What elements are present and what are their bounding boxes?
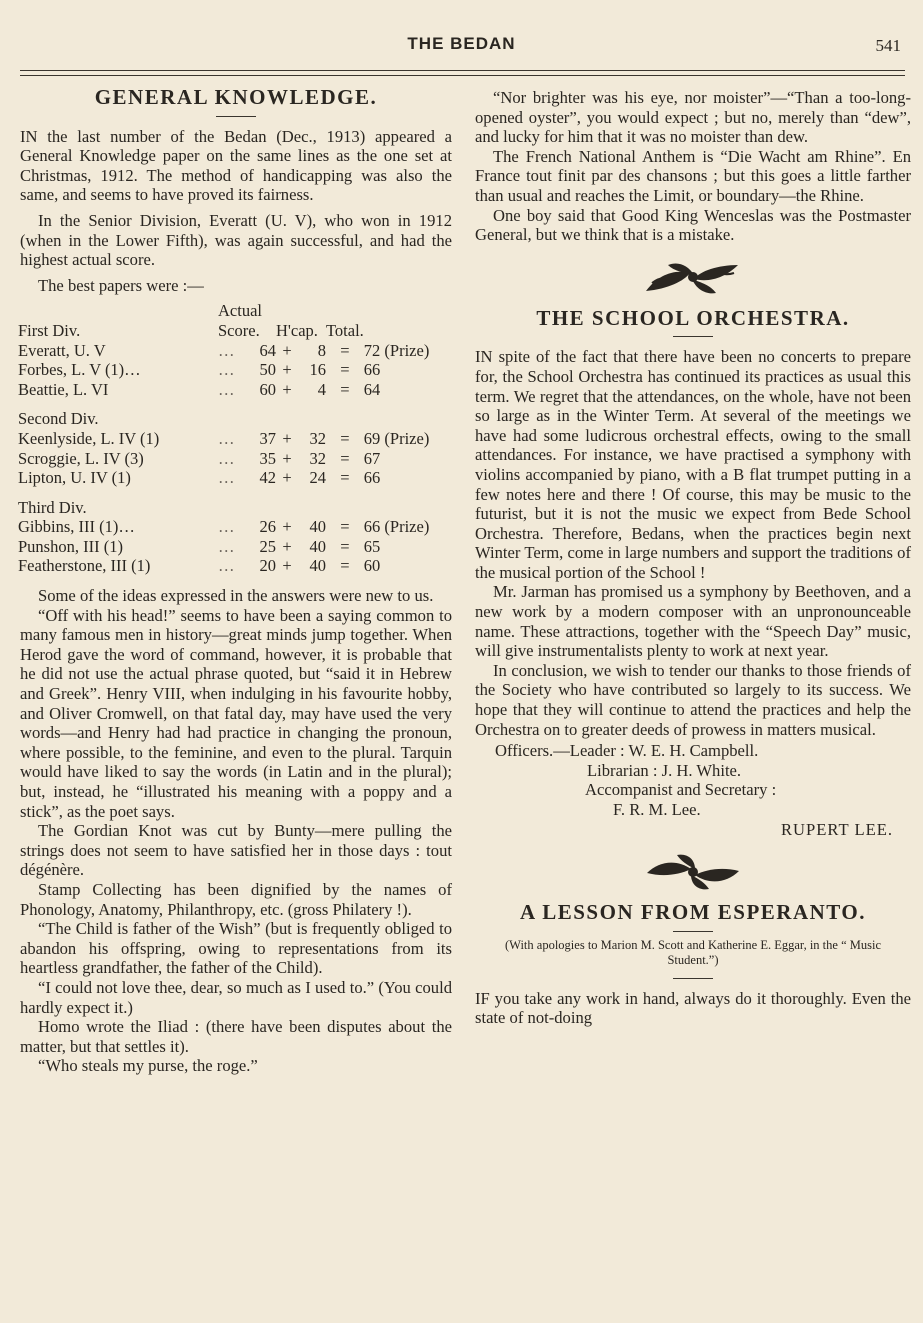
competitor-name: Forbes, L. V (1)… bbox=[18, 360, 141, 380]
division-label: Second Div. bbox=[18, 409, 99, 429]
table-header-row bbox=[18, 321, 458, 341]
equals-sign: = bbox=[340, 536, 350, 556]
score-value: 50 bbox=[259, 360, 276, 380]
competitor-name: Gibbins, III (1)… bbox=[18, 517, 135, 537]
leader-dots: … bbox=[218, 517, 235, 537]
handicap-value: 16 bbox=[309, 360, 326, 380]
paragraph: In conclusion, we wish to tender our thanks to those friends of the Society who have contributed so largely to its success. We hope that they will continue to attend the practices and help the Orchestra on to greater deeds of prowess in matters musical. bbox=[475, 660, 911, 739]
handicap-value: 4 bbox=[317, 379, 326, 399]
paragraph: One boy said that Good King Wenceslas was the Postmaster General, but we think that is a mistake. bbox=[475, 205, 911, 245]
heading-rule bbox=[673, 336, 713, 337]
plus-sign: + bbox=[282, 517, 292, 537]
running-head bbox=[0, 32, 923, 56]
paragraph: In the Senior Division, Everatt (U. V), who won in 1912 (when in the Lower Fifth), was again successful, and had the highest actual score. bbox=[20, 210, 452, 270]
equals-sign: = bbox=[340, 448, 350, 468]
signature: RUPERT LEE. bbox=[780, 819, 893, 839]
table-row bbox=[18, 556, 458, 576]
handicap-value: 24 bbox=[309, 468, 326, 488]
officers-line: F. R. M. Lee. bbox=[613, 800, 701, 819]
paragraph: The best papers were :— bbox=[38, 275, 204, 295]
paragraph: Mr. Jarman has promised us a symphony by Beethoven, and a new work by a modern composer with an unpronounceable name. These attractions, together with the “Speech Day” music, will give instrumentalists plenty to work at next year. bbox=[475, 582, 911, 661]
competitor-name: Punshon, III (1) bbox=[18, 536, 123, 556]
paragraph: “The Child is father of the Wish” (but is frequently obliged to abandon his offspring, owing to representations from its heartless grandfather, the father of the Child). bbox=[20, 919, 452, 978]
table-row bbox=[18, 517, 458, 537]
score-value: 64 bbox=[259, 340, 276, 360]
plus-sign: + bbox=[282, 340, 292, 360]
paragraph: Some of the ideas expressed in the answers were new to us. bbox=[38, 586, 434, 606]
paragraph: IN the last number of the Bedan (Dec., 1913) appeared a General Knowledge paper on the same lines as the one set at Christmas, 1912. The method of handicapping was also the same, and seems to have proved its fairness. bbox=[20, 126, 452, 205]
paragraph: IN spite of the fact that there have been no concerts to prepare for, the School Orchestra has continued its practices as usual this term. We regret that the attendances, on the whole, have not been so large as in the Winter Term. At several of the meetings we have had some ludicrous orchestral effects, owing to the small attendances. For instance, we have practised a symphony with violins accompanied by piano, with a B flat trumpet putting in a few notes here and there ! Of course, this may be music to the futurist, but it is not the music we expect from Bede School Orchestra. Therefore, Bedans, when the practices begin next Winter Term, come in large numbers and support the traditions of the musical portion of the School ! bbox=[475, 347, 911, 582]
table-row bbox=[18, 429, 458, 449]
plus-sign: + bbox=[282, 536, 292, 556]
handicap-value: 40 bbox=[309, 517, 326, 537]
column-header-score: Score. bbox=[218, 320, 260, 340]
leader-dots: … bbox=[218, 468, 235, 488]
paragraph: “I could not love thee, dear, so much as I used to.” (You could hardly expect it.) bbox=[20, 977, 452, 1017]
total-value: 72 (Prize) bbox=[363, 340, 430, 360]
table-row bbox=[18, 360, 458, 380]
heading-rule bbox=[673, 931, 713, 932]
paragraph: “Nor brighter was his eye, nor moister”—“Than a too-long-opened oyster”, you would expect ; but no, merely than “dew”, and lucky for him that it was no moister than dew. bbox=[475, 88, 911, 147]
competitor-name: Beattie, L. VI bbox=[18, 379, 109, 399]
section-heading-esperanto: A LESSON FROM ESPERANTO. bbox=[519, 900, 866, 925]
header-rule bbox=[20, 70, 905, 76]
equals-sign: = bbox=[340, 468, 350, 488]
competitor-name: Featherstone, III (1) bbox=[18, 556, 151, 576]
total-value: 64 bbox=[363, 379, 381, 399]
score-value: 26 bbox=[259, 517, 276, 537]
total-value: 65 bbox=[363, 536, 381, 556]
total-value: 67 bbox=[363, 448, 381, 468]
handicap-value: 32 bbox=[309, 448, 326, 468]
division-label: First Div. bbox=[18, 320, 81, 340]
paragraph: Stamp Collecting has been dignified by the names of Phonology, Anatomy, Philanthropy, etc. (gross Philatery !). bbox=[20, 879, 452, 919]
paragraph: “Off with his head!” seems to have been a saying common to many famous men in history—great minds jump together. When Herod gave the word of command, however, it is probable that he did not use the actual phrase quoted, but “said it in Hebrew and Greek”. Henry VIII, when indulging in his favourite hobby, and Oliver Cromwell, on that fatal day, may have used the very words—and Henry had had practice in changing the pronoun, where possible, to the feminine, and even to the plural. Tarquin would have liked to say the words (in Latin and in the plural); but, instead, he “illustrated his meaning with a poppy and a stick”, as the poet says. bbox=[20, 605, 452, 821]
paragraph: The Gordian Knot was cut by Bunty—mere pulling the strings does not seem to have satisfied her in those days : tout dégénère. bbox=[20, 821, 452, 880]
total-value: 66 (Prize) bbox=[363, 517, 430, 537]
table-header-row bbox=[18, 301, 458, 321]
competitor-name: Everatt, U. V bbox=[18, 340, 106, 360]
officers-list bbox=[475, 741, 911, 819]
competitor-name: Keenlyside, L. IV (1) bbox=[18, 428, 160, 448]
handicap-value: 40 bbox=[309, 556, 326, 576]
competitor-name: Scroggie, L. IV (3) bbox=[18, 448, 144, 468]
leader-dots: … bbox=[218, 536, 235, 556]
left-column bbox=[20, 84, 452, 1076]
plus-sign: + bbox=[282, 556, 292, 576]
subtitle: (With apologies to Marion M. Scott and Katherine E. Eggar, in the “ Music Student.”) bbox=[505, 937, 881, 967]
officers-line: Librarian : J. H. White. bbox=[587, 760, 742, 780]
leaf-ornament-icon bbox=[643, 849, 743, 893]
equals-sign: = bbox=[340, 379, 350, 399]
leader-dots: … bbox=[218, 556, 235, 576]
leaf-ornament-icon bbox=[638, 255, 748, 299]
officers-line: Accompanist and Secretary : bbox=[585, 780, 777, 800]
leader-dots: … bbox=[218, 360, 235, 380]
handicap-value: 32 bbox=[309, 428, 326, 448]
results-table bbox=[18, 301, 458, 576]
total-value: 66 bbox=[363, 360, 381, 380]
plus-sign: + bbox=[282, 468, 292, 488]
column-header-hcap: H'cap. bbox=[276, 320, 318, 340]
handicap-value: 40 bbox=[309, 536, 326, 556]
table-row bbox=[18, 341, 458, 361]
paragraph: IF you take any work in hand, always do it thoroughly. Even the state of not-doing bbox=[475, 988, 911, 1028]
table-row bbox=[18, 449, 458, 469]
heading-rule bbox=[673, 978, 713, 979]
division-header-row bbox=[18, 399, 458, 429]
leader-dots: … bbox=[218, 448, 235, 468]
score-value: 20 bbox=[259, 556, 276, 576]
plus-sign: + bbox=[282, 379, 292, 399]
column-header-actual: Actual bbox=[218, 301, 262, 321]
table-row bbox=[18, 380, 458, 400]
score-value: 25 bbox=[259, 536, 276, 556]
paragraph: “Who steals my purse, the roge.” bbox=[38, 1056, 258, 1076]
equals-sign: = bbox=[340, 360, 350, 380]
table-row bbox=[18, 468, 458, 488]
plus-sign: + bbox=[282, 448, 292, 468]
division-header-row bbox=[18, 488, 458, 518]
section-heading-general-knowledge: GENERAL KNOWLEDGE. bbox=[94, 85, 378, 109]
handicap-value: 8 bbox=[317, 340, 326, 360]
score-value: 35 bbox=[259, 448, 276, 468]
column-header-total: Total. bbox=[326, 320, 364, 340]
equals-sign: = bbox=[340, 340, 350, 360]
paragraph: The French National Anthem is “Die Wacht am Rhine”. En France tout finit par des chansons ; but this goes a little farther than usual and reaches the Limit, or boundary—the Rhine. bbox=[475, 146, 911, 205]
leader-dots: … bbox=[218, 340, 235, 360]
score-value: 42 bbox=[259, 468, 276, 488]
score-value: 37 bbox=[259, 428, 276, 448]
section-heading-school-orchestra: THE SCHOOL ORCHESTRA. bbox=[536, 305, 850, 330]
score-value: 60 bbox=[259, 379, 276, 399]
equals-sign: = bbox=[340, 428, 350, 448]
leader-dots: … bbox=[218, 379, 235, 399]
equals-sign: = bbox=[340, 517, 350, 537]
table-row bbox=[18, 537, 458, 557]
right-column bbox=[475, 88, 911, 1028]
journal-title: THE BEDAN bbox=[407, 34, 516, 53]
equals-sign: = bbox=[340, 556, 350, 576]
officers-line: Officers.—Leader : W. E. H. Campbell. bbox=[495, 741, 759, 761]
paragraph: Homo wrote the Iliad : (there have been disputes about the matter, but that settles it). bbox=[20, 1017, 452, 1056]
competitor-name: Lipton, U. IV (1) bbox=[18, 468, 131, 488]
plus-sign: + bbox=[282, 428, 292, 448]
plus-sign: + bbox=[282, 360, 292, 380]
total-value: 60 bbox=[363, 556, 381, 576]
total-value: 69 (Prize) bbox=[363, 428, 430, 448]
page-number: 541 bbox=[875, 36, 901, 55]
total-value: 66 bbox=[363, 468, 381, 488]
division-label: Third Div. bbox=[18, 497, 87, 517]
leader-dots: … bbox=[218, 428, 235, 448]
heading-rule bbox=[216, 116, 256, 117]
